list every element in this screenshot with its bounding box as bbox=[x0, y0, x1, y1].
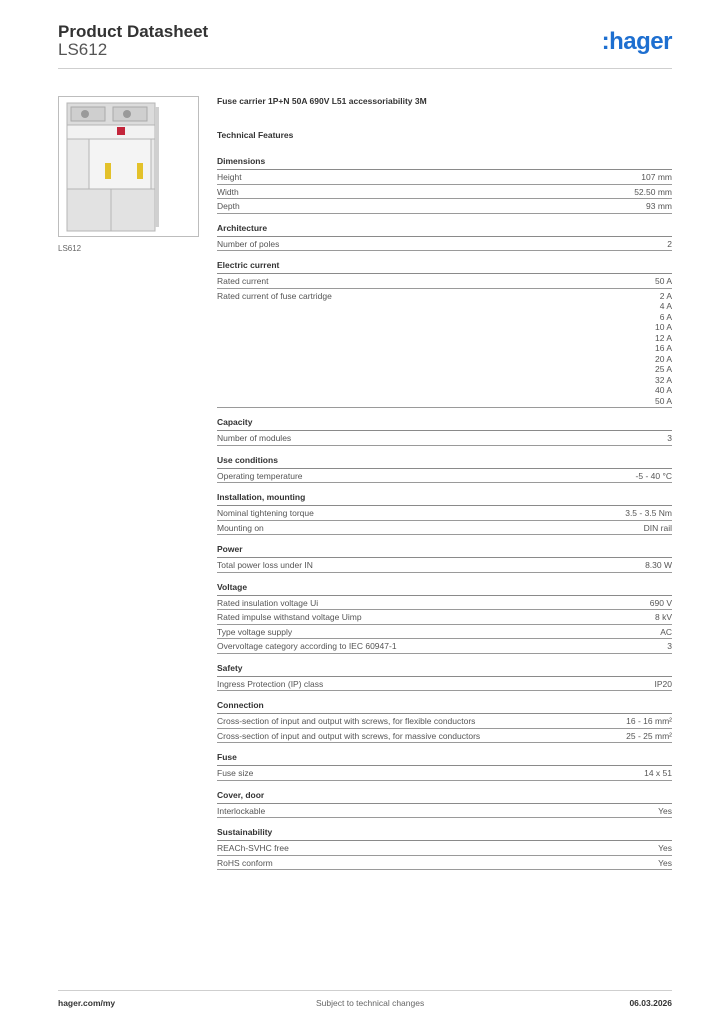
product-code: LS612 bbox=[58, 40, 108, 59]
section-title: Electric current bbox=[217, 260, 672, 274]
page-title: Product Datasheet bbox=[58, 22, 209, 41]
spec-row bbox=[217, 469, 672, 484]
spec-section bbox=[217, 752, 672, 781]
spec-row bbox=[217, 625, 672, 640]
spec-label: Type voltage supply bbox=[217, 626, 293, 637]
spec-row bbox=[217, 289, 672, 409]
spec-value: 107 mm bbox=[641, 172, 672, 182]
section-title: Dimensions bbox=[217, 156, 672, 170]
spec-value: 8.30 W bbox=[645, 560, 672, 570]
spec-label: Height bbox=[217, 172, 242, 182]
spec-section bbox=[217, 827, 672, 870]
spec-label: Mounting on bbox=[217, 522, 264, 533]
section-title: Power bbox=[217, 544, 672, 558]
spec-label: Width bbox=[217, 186, 239, 197]
spec-row bbox=[217, 558, 672, 573]
image-caption: LS612 bbox=[58, 244, 82, 253]
spec-value: AC bbox=[660, 626, 672, 637]
spec-row bbox=[217, 729, 672, 744]
header-divider bbox=[58, 68, 672, 69]
spec-label: Cross-section of input and output with screws, for flexible conductors bbox=[217, 716, 476, 726]
spec-value-item: 4 A bbox=[659, 301, 672, 311]
section-title: Architecture bbox=[217, 223, 672, 237]
spec-row bbox=[217, 804, 672, 819]
spec-label: Operating temperature bbox=[217, 470, 303, 481]
spec-value: -5 - 40 °C bbox=[635, 470, 672, 481]
spec-row bbox=[217, 856, 672, 871]
spec-value: 2 bbox=[667, 238, 672, 249]
spec-value-item: 25 A bbox=[654, 364, 672, 374]
section-title: Connection bbox=[217, 700, 672, 714]
spec-value: 50 A bbox=[654, 276, 672, 286]
logo-text: hager bbox=[609, 28, 672, 55]
spec-section bbox=[217, 492, 672, 535]
spec-value bbox=[655, 291, 672, 407]
spec-value-item: 2 A bbox=[659, 290, 672, 301]
spec-section bbox=[217, 156, 672, 214]
spec-label: Rated current bbox=[217, 276, 269, 286]
spec-row bbox=[217, 521, 672, 536]
logo-mark: : bbox=[601, 28, 610, 55]
hager-logo bbox=[602, 28, 672, 56]
footer-divider bbox=[58, 990, 672, 991]
footer-date: 06.03.2026 bbox=[629, 998, 672, 1008]
spec-label: Interlockable bbox=[217, 805, 266, 816]
spec-value: 14 x 51 bbox=[644, 768, 672, 778]
spec-label: Depth bbox=[217, 201, 240, 211]
section-title: Sustainability bbox=[217, 827, 672, 841]
spec-label: Nominal tightening torque bbox=[217, 508, 314, 518]
spec-value: 25 - 25 mm² bbox=[626, 730, 672, 741]
spec-row bbox=[217, 170, 672, 185]
spec-row bbox=[217, 596, 672, 611]
spec-label: Cross-section of input and output with screws, for massive conductors bbox=[217, 730, 481, 741]
footer-website[interactable]: hager.com/my bbox=[58, 998, 116, 1008]
spec-row bbox=[217, 237, 672, 252]
spec-label: Ingress Protection (IP) class bbox=[217, 678, 324, 689]
spec-value: 16 - 16 mm² bbox=[626, 716, 672, 726]
spec-value: Yes bbox=[658, 805, 672, 816]
spec-value: 3.5 - 3.5 Nm bbox=[625, 508, 672, 518]
spec-section bbox=[217, 663, 672, 692]
footer-notice: Subject to technical changes bbox=[316, 998, 425, 1008]
spec-row bbox=[217, 610, 672, 625]
spec-value-item: 16 A bbox=[654, 343, 672, 353]
spec-value: 690 V bbox=[649, 597, 672, 608]
spec-label: Overvoltage category according to IEC 60947-1 bbox=[217, 641, 397, 651]
spec-section bbox=[217, 790, 672, 819]
spec-label: Number of modules bbox=[217, 433, 292, 443]
spec-row bbox=[217, 677, 672, 692]
spec-value: Yes bbox=[658, 843, 672, 853]
spec-content bbox=[217, 96, 672, 879]
product-image bbox=[58, 96, 199, 237]
spec-row bbox=[217, 714, 672, 729]
spec-value: IP20 bbox=[654, 678, 672, 689]
section-title: Fuse bbox=[217, 752, 672, 766]
spec-row bbox=[217, 766, 672, 781]
spec-row bbox=[217, 185, 672, 200]
spec-label: REACh-SVHC free bbox=[217, 843, 289, 853]
page-header bbox=[58, 20, 672, 70]
spec-row bbox=[217, 639, 672, 654]
spec-value: Yes bbox=[658, 857, 672, 868]
spec-label: Rated current of fuse cartridge bbox=[217, 290, 332, 301]
spec-row bbox=[217, 506, 672, 521]
spec-label: RoHS conform bbox=[217, 857, 273, 868]
spec-value: 3 bbox=[667, 433, 672, 443]
spec-section bbox=[217, 417, 672, 446]
spec-section bbox=[217, 260, 672, 408]
spec-section bbox=[217, 544, 672, 573]
section-title: Capacity bbox=[217, 417, 672, 431]
spec-row bbox=[217, 274, 672, 289]
spec-value-item: 40 A bbox=[654, 385, 672, 395]
technical-features-heading: Technical Features bbox=[217, 130, 294, 140]
spec-row bbox=[217, 431, 672, 446]
spec-section bbox=[217, 455, 672, 484]
spec-value-item: 50 A bbox=[654, 395, 672, 406]
spec-value-item: 6 A bbox=[659, 311, 672, 322]
section-title: Cover, door bbox=[217, 790, 672, 804]
section-title: Use conditions bbox=[217, 455, 672, 469]
spec-section bbox=[217, 700, 672, 743]
spec-label: Rated insulation voltage Ui bbox=[217, 597, 319, 608]
spec-label: Number of poles bbox=[217, 238, 280, 249]
spec-row bbox=[217, 199, 672, 214]
spec-label: Fuse size bbox=[217, 768, 254, 778]
spec-section bbox=[217, 582, 672, 654]
spec-value-item: 12 A bbox=[654, 332, 672, 343]
spec-value-item: 10 A bbox=[654, 322, 672, 332]
spec-value: 3 bbox=[667, 641, 672, 651]
section-title: Installation, mounting bbox=[217, 492, 672, 506]
spec-row bbox=[217, 841, 672, 856]
section-title: Safety bbox=[217, 663, 672, 677]
spec-value: 93 mm bbox=[646, 201, 672, 211]
spec-value: DIN rail bbox=[643, 522, 672, 533]
spec-label: Total power loss under IN bbox=[217, 560, 313, 570]
product-description: Fuse carrier 1P+N 50A 690V L51 accessoriability 3M bbox=[217, 96, 427, 106]
spec-value-item: 20 A bbox=[654, 353, 672, 364]
spec-section bbox=[217, 223, 672, 252]
section-title: Voltage bbox=[217, 582, 672, 596]
spec-value: 52.50 mm bbox=[634, 186, 672, 197]
spec-value-item: 32 A bbox=[654, 374, 672, 385]
spec-value: 8 kV bbox=[654, 612, 672, 622]
spec-label: Rated impulse withstand voltage Uimp bbox=[217, 612, 362, 622]
spec-sections bbox=[217, 156, 672, 870]
fuse-carrier-illustration bbox=[59, 97, 198, 236]
